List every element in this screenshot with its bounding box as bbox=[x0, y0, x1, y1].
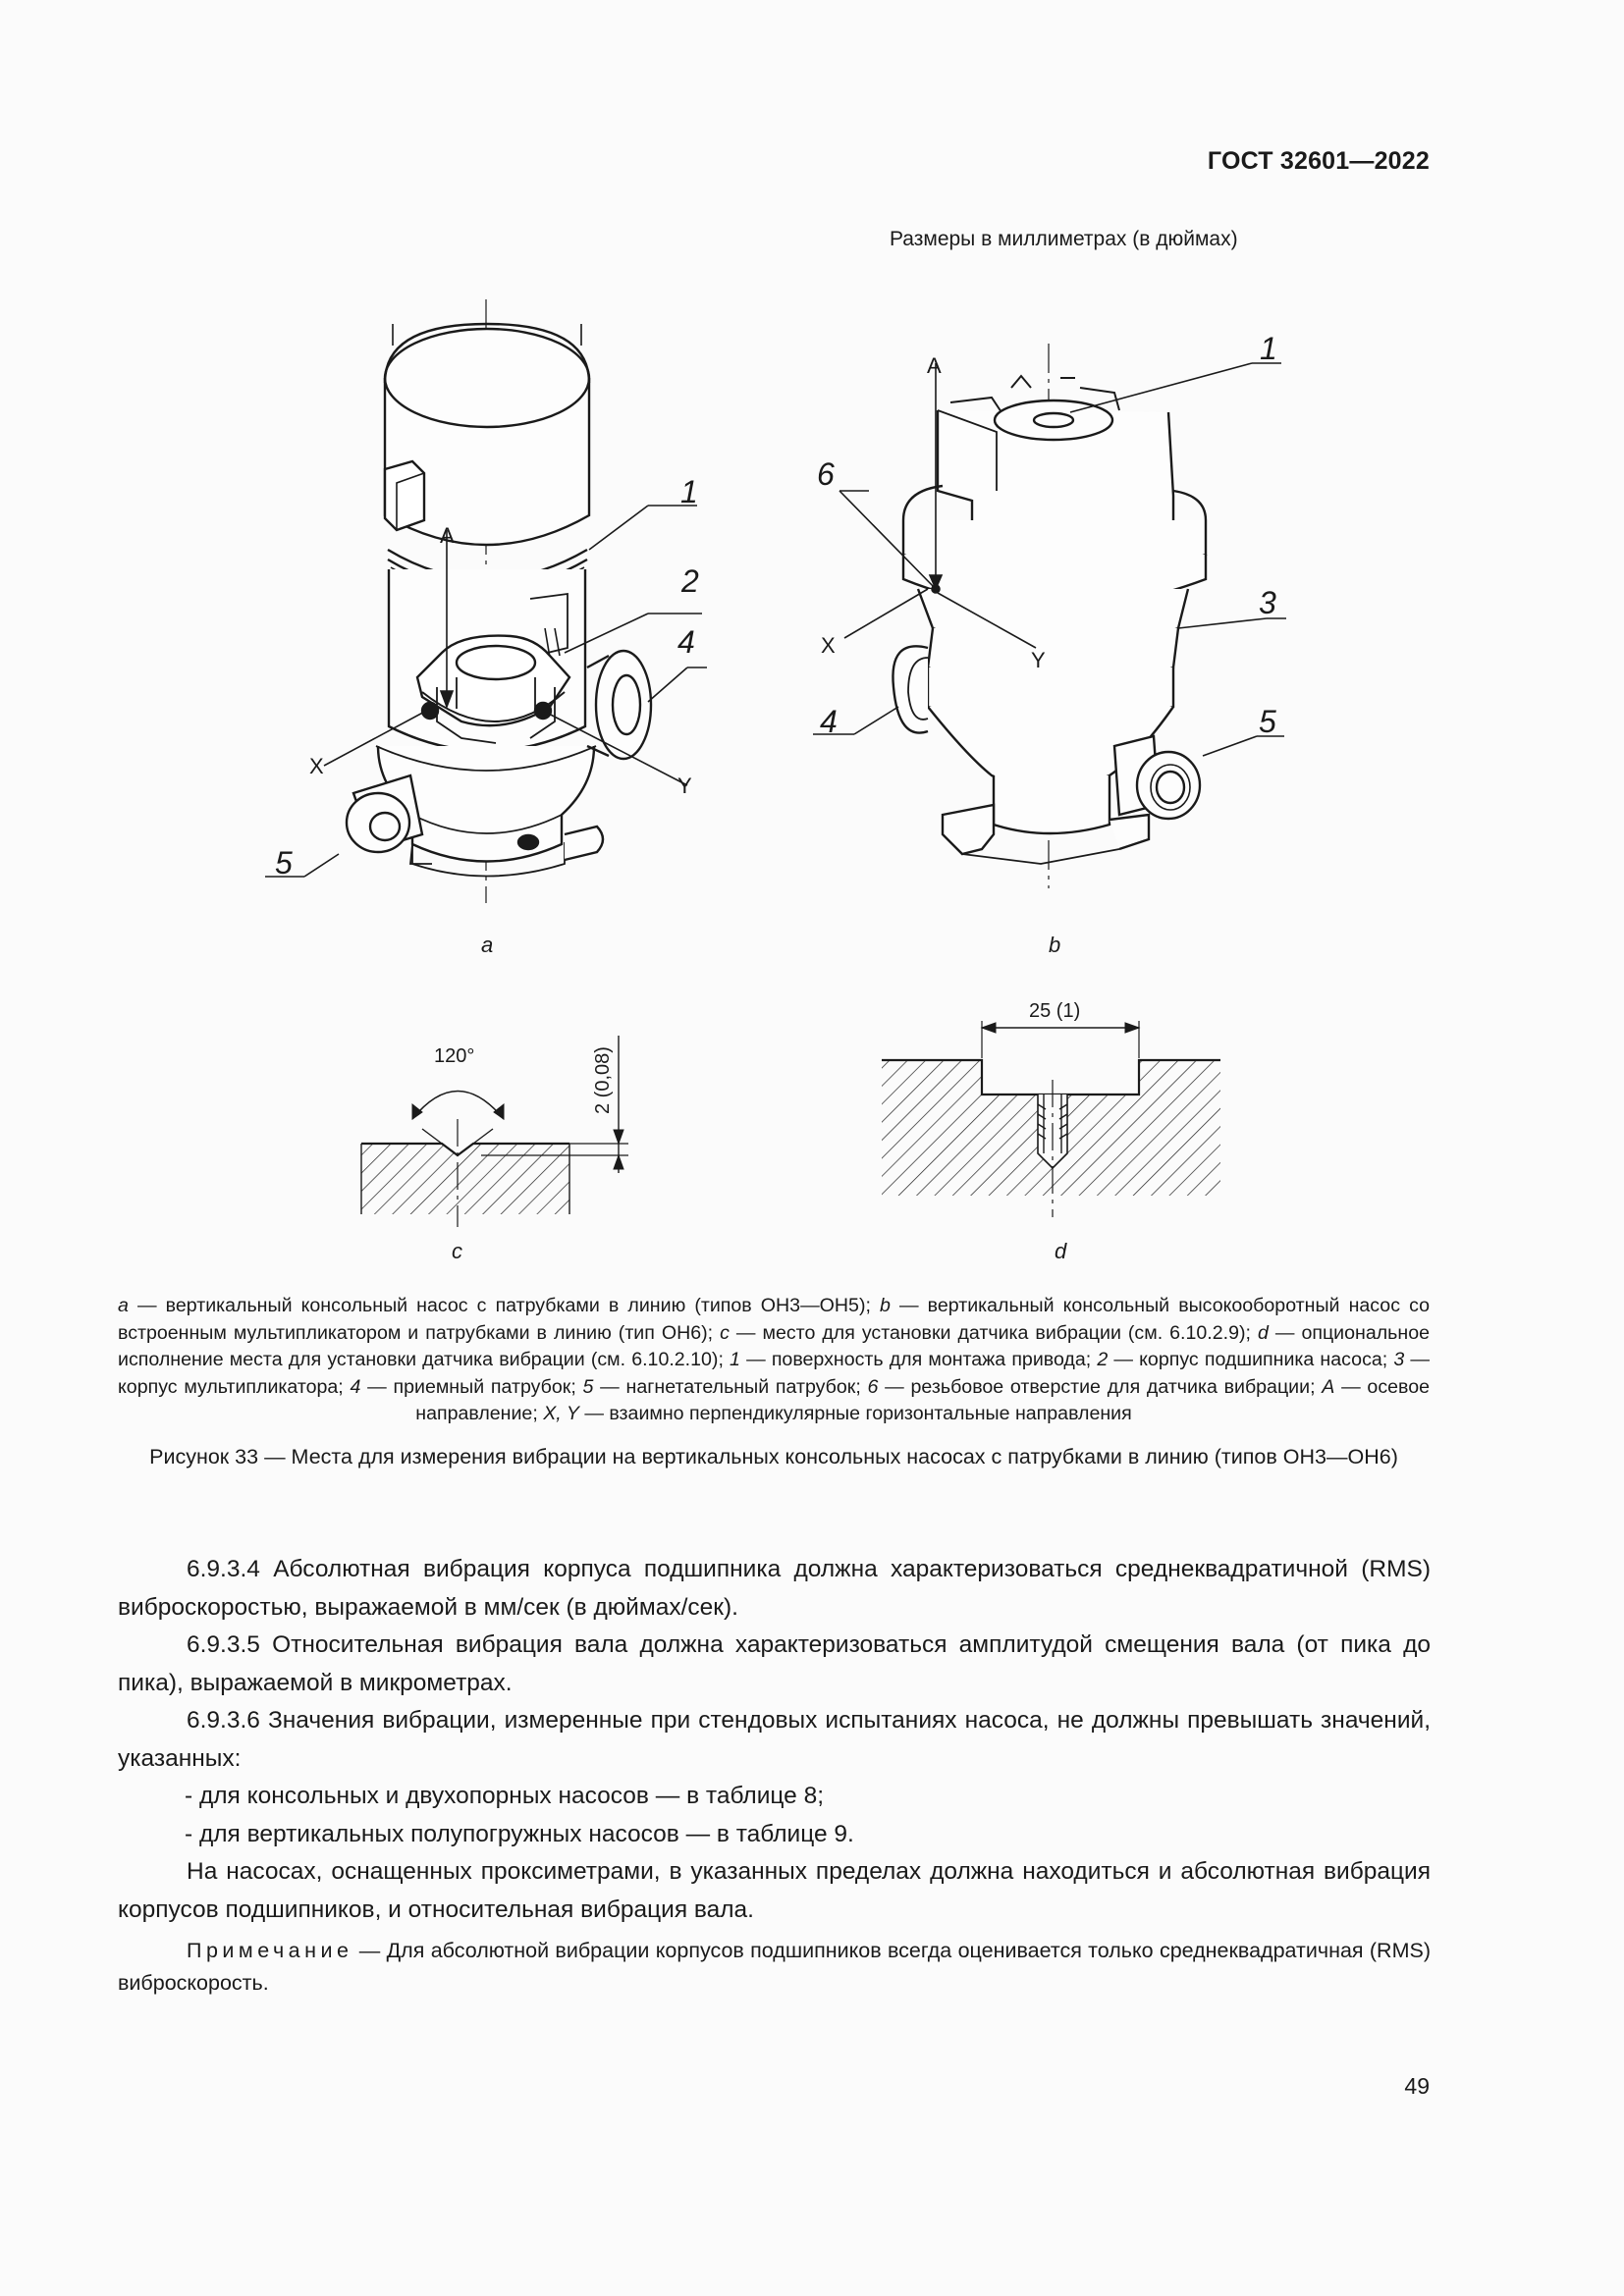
page-number: 49 bbox=[1404, 2073, 1430, 2099]
note bbox=[118, 1935, 1431, 2000]
legend-text: — вертикальный консольный высокооборотный насос со встроенным мультипликатором и патрубками в линию (тип ОН6); bbox=[118, 1295, 1430, 1344]
callout-4-a: 4 bbox=[677, 624, 695, 660]
panel-label-c: c bbox=[452, 1239, 462, 1263]
figure-legend bbox=[118, 1293, 1430, 1428]
body-text bbox=[118, 1551, 1431, 2000]
legend-text: — место для установки датчика вибрации (см. 6.10.2.9); bbox=[729, 1321, 1258, 1344]
legend-text: — корпус мультипликатора; bbox=[118, 1349, 1430, 1398]
list-item: - для вертикальных полупогружных насосов — в таблице 9. bbox=[185, 1820, 854, 1847]
figure-caption: Рисунок 33 — Места для измерения вибрации на вертикальных консольных насосах с патрубками в линию (типов ОН3—ОН6) bbox=[149, 1445, 1398, 1468]
legend-key: 5 bbox=[582, 1375, 594, 1398]
note-label: Примечание bbox=[187, 1939, 353, 1962]
units-note: Размеры в миллиметрах (в дюймах) bbox=[890, 228, 1238, 250]
legend-key: b bbox=[880, 1295, 891, 1316]
depth-label: 2 (0,08) bbox=[592, 1046, 614, 1114]
legend-text: — вертикальный консольный насос с патрубками в линию (типов ОН3—ОН5); bbox=[128, 1295, 881, 1316]
legend-text: — приемный патрубок; bbox=[360, 1375, 583, 1398]
sensor-seat-c bbox=[361, 1036, 628, 1227]
callout-4-b: 4 bbox=[820, 704, 838, 739]
paragraph-proximeters: На насосах, оснащенных проксиметрами, в указанных пределах должна находиться и абсолютная вибрация корпусов подшипников, и относительная вибрация вала. bbox=[118, 1858, 1431, 1923]
legend-text: — поверхность для монтажа привода; bbox=[739, 1349, 1098, 1370]
callout-axis-a: A bbox=[440, 523, 455, 548]
legend-key: a bbox=[118, 1295, 129, 1316]
legend-key: 2 bbox=[1097, 1349, 1109, 1370]
legend-text: — резьбовое отверстие для датчика вибрации; bbox=[878, 1375, 1323, 1398]
legend-text: — взаимно перпендикулярные горизонтальные направления bbox=[578, 1403, 1132, 1424]
callout-3-b: 3 bbox=[1259, 585, 1276, 620]
paragraph-6-9-3-5: 6.9.3.5 Относительная вибрация вала должна характеризоваться амплитудой смещения вала (от пика до пика), выражаемой в микрометрах. bbox=[118, 1631, 1431, 1696]
legend-key: 1 bbox=[730, 1349, 740, 1370]
callout-2-a: 2 bbox=[681, 563, 699, 599]
legend-text: — нагнетательный патрубок; bbox=[593, 1375, 868, 1398]
legend-key: 4 bbox=[350, 1375, 361, 1398]
legend-key: c bbox=[720, 1321, 730, 1344]
callout-y-a: Y bbox=[677, 774, 692, 798]
legend-key: d bbox=[1257, 1321, 1269, 1344]
legend-key: X, Y bbox=[543, 1403, 579, 1424]
note-text: — Для абсолютной вибрации корпусов подшипников всегда оценивается только среднеквадратичная (RMS) виброскорость. bbox=[118, 1939, 1431, 1995]
legend-text: — осевое направление; bbox=[415, 1375, 1430, 1424]
panel-label-d: d bbox=[1055, 1239, 1067, 1263]
legend-text: — корпус подшипника насоса; bbox=[1108, 1349, 1394, 1370]
width-label: 25 (1) bbox=[1029, 1000, 1081, 1022]
callout-1-b: 1 bbox=[1260, 331, 1277, 366]
angle-label: 120° bbox=[434, 1045, 475, 1067]
paragraph-6-9-3-4: 6.9.3.4 Абсолютная вибрация корпуса подшипника должна характеризоваться среднеквадратичной (RMS) виброскоростью, выражаемой в мм/сек (в дюймах/сек). bbox=[118, 1556, 1431, 1621]
callout-1-a: 1 bbox=[680, 474, 698, 509]
callout-5-b: 5 bbox=[1259, 704, 1276, 739]
paragraph-6-9-3-6: 6.9.3.6 Значения вибрации, измеренные при стендовых испытаниях насоса, не должны превышать значений, указанных: bbox=[118, 1707, 1431, 1772]
legend-key: 3 bbox=[1393, 1349, 1405, 1370]
panel-label-a: a bbox=[481, 933, 494, 957]
pump-drawing-a bbox=[265, 299, 707, 903]
legend-key: 6 bbox=[867, 1375, 879, 1398]
callout-5-a: 5 bbox=[275, 845, 293, 881]
list-item: - для консольных и двухопорных насосов — в таблице 8; bbox=[185, 1783, 824, 1809]
callout-6-b: 6 bbox=[817, 456, 835, 492]
panel-label-b: b bbox=[1049, 933, 1061, 957]
callout-axis-b: A bbox=[927, 353, 942, 378]
standard-number: ГОСТ 32601—2022 bbox=[1207, 147, 1430, 175]
legend-text: — опциональное исполнение места для установки датчика вибрации (см. 6.10.2.10); bbox=[118, 1321, 1430, 1370]
callout-y-b: Y bbox=[1031, 648, 1046, 672]
callout-x-b: X bbox=[821, 633, 836, 658]
callout-x-a: X bbox=[309, 754, 324, 778]
legend-key: A bbox=[1322, 1375, 1335, 1398]
pump-drawing-b bbox=[813, 344, 1286, 888]
sensor-seat-d bbox=[882, 1021, 1220, 1217]
